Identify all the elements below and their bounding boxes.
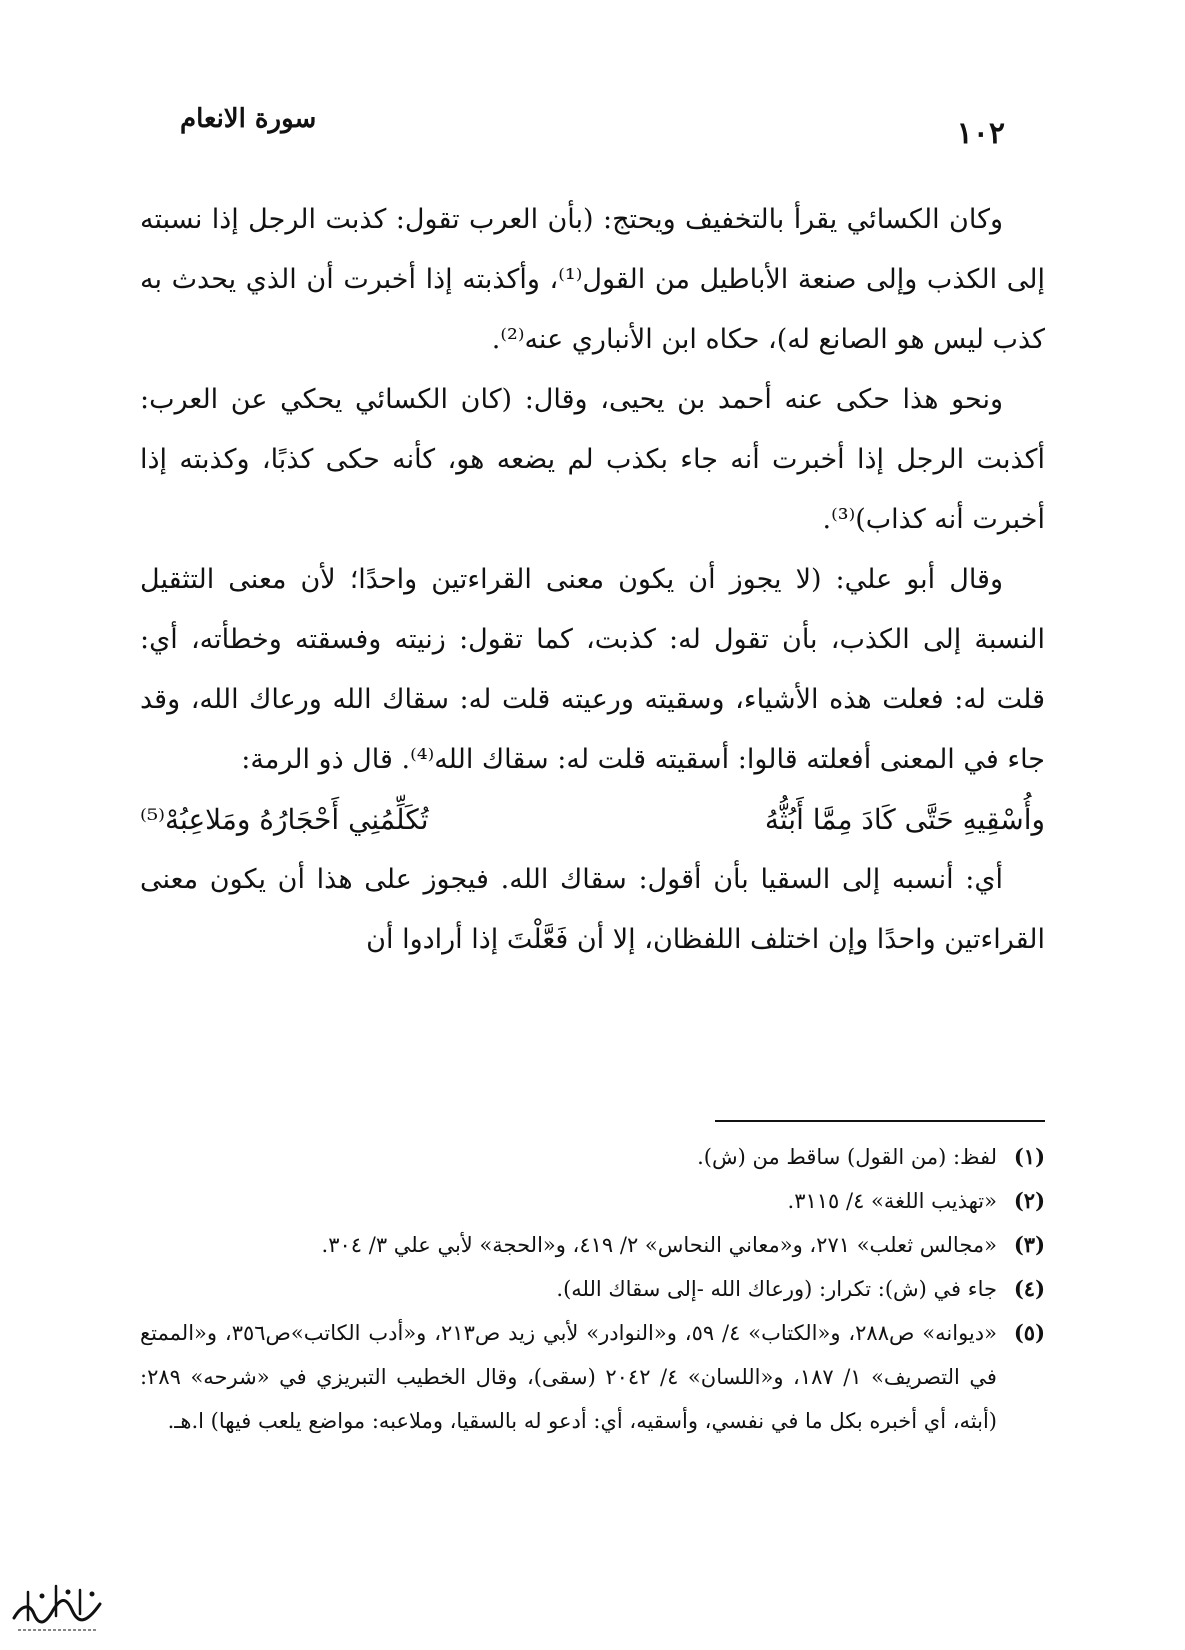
- footnote-number: (٥): [1013, 1320, 1045, 1345]
- paragraph-4: أي: أنسبه إلى السقيا بأن أقول: سقاك الله. فيجوز على هذا أن يكون معنى القراءتين واحدًا وإن اختلف اللفظان، إلا أن فَعَّلْتَ إذا أرادوا أن: [140, 864, 1045, 955]
- footnote-text: «تهذيب اللغة» ٤/ ٣١١٥.: [787, 1189, 997, 1213]
- paragraph-3: وقال أبو علي: (لا يجوز أن يكون معنى القراءتين واحدًا؛ لأن معنى التثقيل النسبة إلى الكذب، بأن تقول له: كذبت، كما تقول: زنيته وفسقته وخطأته، أي: قلت له: فعلت هذه الأشياء، وسقيته ورعيته قلت له: سقاك الله ورعاك الله، وقد جاء في المعنى أفعلته قالوا: أسقيته قلت له: سقاك الله⁽⁴⁾. قال ذو الرمة:: [140, 564, 1045, 775]
- page-header: [160, 100, 1025, 150]
- poetry-verse: [140, 790, 1045, 850]
- paragraph-2: ونحو هذا حكى عنه أحمد بن يحيى، وقال: (كان الكسائي يحكي عن العرب: أكذبت الرجل إذا أخبرت أنه جاء بكذب لم يضعه هو، كأنه حكى كذبًا، وكذبته إذا أخبرت أنه كذاب)⁽³⁾.: [140, 384, 1045, 535]
- verse-first-hemistich: وأُسْقِيهِ حَتَّى كَادَ مِمَّا أَبُثُّهُ: [764, 803, 1045, 836]
- verse-second-hemistich: تُكَلِّمُنِي أَحْجَارُهُ ومَلاعِبُهْ⁽⁵⁾: [140, 803, 429, 836]
- footnote-number: (٤): [1013, 1276, 1045, 1301]
- footnote-number: (٢): [1013, 1188, 1045, 1213]
- footnote-number: (١): [1013, 1144, 1045, 1169]
- paragraph-1: وكان الكسائي يقرأ بالتخفيف ويحتج: (بأن العرب تقول: كذبت الرجل إذا نسبته إلى الكذب وإلى صنعة الأباطيل من القول⁽¹⁾، وأكذبته إذا أخبرت أن الذي يحدث به كذب ليس هو الصانع له)، حكاه ابن الأنباري عنه⁽²⁾.: [140, 204, 1045, 355]
- footnote-item: [140, 1223, 1045, 1267]
- footnote-separator: [715, 1120, 1045, 1122]
- surah-title: سورة الانعام: [180, 104, 317, 134]
- page-number: ١٠٢: [956, 116, 1005, 151]
- footnote-item: [140, 1135, 1045, 1179]
- footnote-text: «مجالس ثعلب» ٢٧١، و«معاني النحاس» ٢/ ٤١٩، و«الحجة» لأبي علي ٣/ ٣٠٤.: [321, 1233, 997, 1257]
- main-text: [140, 190, 1045, 970]
- footnotes: [140, 1135, 1045, 1443]
- footnote-text: جاء في (ش): تكرار: (ورعاك الله -إلى سقاك الله).: [556, 1277, 997, 1301]
- footnote-text: لفظ: (من القول) ساقط من (ش).: [697, 1145, 997, 1169]
- footnote-item: [140, 1179, 1045, 1223]
- footnote-item: [140, 1267, 1045, 1311]
- footnote-number: (٣): [1013, 1232, 1045, 1257]
- footnote-item: [140, 1311, 1045, 1443]
- footnote-text: «ديوانه» ص٢٨٨، و«الكتاب» ٤/ ٥٩، و«النوادر» لأبي زيد ص٢١٣، و«أدب الكاتب»ص٣٥٦، و«الممتع في التصريف» ١/ ١٨٧، و«اللسان» ٤/ ٢٠٤٢ (سقى)، وقال الخطيب التبريزي في «شرحه» ٢٨٩: (أبثه، أي أخبره بكل ما في نفسي، وأسقيه، أي: أدعو له بالسقيا، وملاعبه: مواضع يلعب فيها) ا.هـ.: [140, 1321, 997, 1433]
- calligraphy-logo-icon: [8, 1574, 108, 1638]
